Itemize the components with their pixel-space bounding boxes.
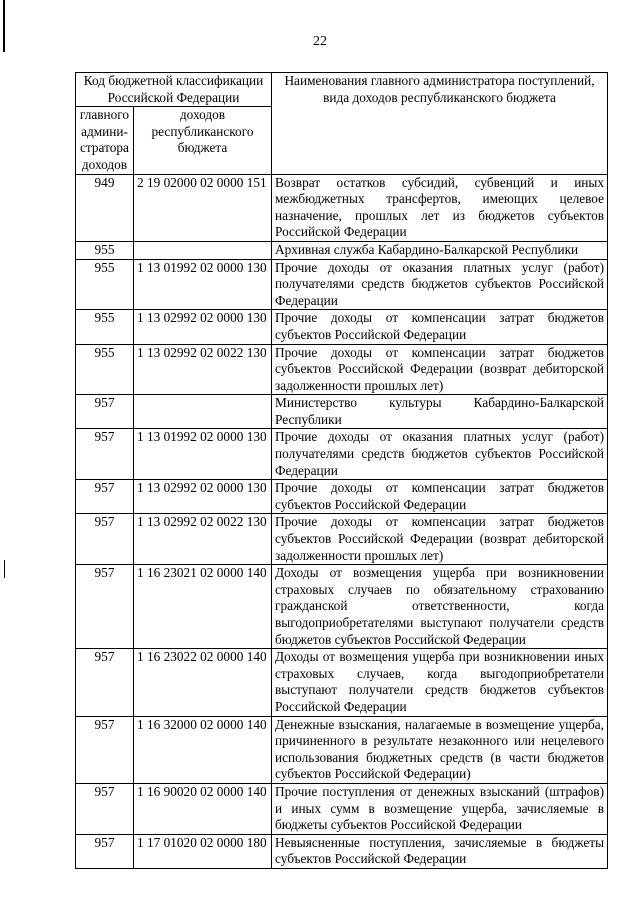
income-code-cell: 1 16 32000 02 0000 140	[134, 716, 272, 783]
table-row	[76, 241, 608, 259]
admin-code-cell: 955	[76, 310, 134, 344]
income-name-cell: Прочие доходы от компенсации затрат бюджетов субъектов Российской Федерации (возврат дебиторской задолженности прошлых лет)	[272, 344, 608, 395]
income-code-cell: 1 13 02992 02 0000 130	[134, 310, 272, 344]
admin-code-cell: 955	[76, 344, 134, 395]
income-name-cell: Возврат остатков субсидий, субвенций и иных межбюджетных трансфертов, имеющих целевое назначение, прошлых лет из бюджетов субъектов Российской Федерации	[272, 174, 608, 241]
income-name-cell: Прочие доходы от оказания платных услуг (работ) получателями средств бюджетов субъектов Российской Федерации	[272, 259, 608, 310]
header-row-top	[76, 73, 608, 107]
scan-edge-mark-bottom	[4, 560, 5, 578]
table-row	[76, 716, 608, 783]
income-name-cell: Доходы от возмещения ущерба при возникновении страховых случаев по обязательному страхованию гражданской ответственности, когда выгодоприобретателями выступают получатели средств бюджетов субъектов Российской Федерации	[272, 565, 608, 649]
income-name-cell: Прочие доходы от компенсации затрат бюджетов субъектов Российской Федерации	[272, 310, 608, 344]
admin-code-cell: 957	[76, 514, 134, 565]
admin-code-cell: 957	[76, 565, 134, 649]
income-code-cell	[134, 241, 272, 259]
income-name-cell: Доходы от возмещения ущерба при возникновении иных страховых случаев, когда выгодоприобретатели выступают получатели средств бюджетов субъектов Российской Федерации	[272, 649, 608, 716]
table-row	[76, 480, 608, 514]
table-row	[76, 310, 608, 344]
header-admin-column: главного админи- стратора доходов	[76, 107, 134, 174]
income-code-cell: 1 16 23022 02 0000 140	[134, 649, 272, 716]
header-income-column: доходов республиканского бюджета	[134, 107, 272, 174]
income-code-cell: 1 13 01992 02 0000 130	[134, 429, 272, 480]
income-name-cell: Министерство культуры Кабардино-Балкарской Республики	[272, 395, 608, 429]
admin-code-cell: 957	[76, 429, 134, 480]
admin-code-cell: 957	[76, 716, 134, 783]
income-code-cell: 2 19 02000 02 0000 151	[134, 174, 272, 241]
admin-code-cell: 955	[76, 259, 134, 310]
income-name-cell: Прочие доходы от оказания платных услуг (работ) получателями средств бюджетов субъектов Российской Федерации	[272, 429, 608, 480]
admin-code-cell: 957	[76, 834, 134, 868]
admin-code-cell: 955	[76, 241, 134, 259]
income-code-cell	[134, 395, 272, 429]
table-row	[76, 565, 608, 649]
income-name-cell: Прочие доходы от компенсации затрат бюджетов субъектов Российской Федерации	[272, 480, 608, 514]
table-row	[76, 259, 608, 310]
income-code-cell: 1 13 02992 02 0022 130	[134, 344, 272, 395]
admin-code-cell: 957	[76, 480, 134, 514]
header-name-column: Наименования главного администратора поступлений, вида доходов республиканского бюджета	[272, 73, 608, 175]
income-code-cell: 1 13 02992 02 0000 130	[134, 480, 272, 514]
income-name-cell: Архивная служба Кабардино-Балкарской Республики	[272, 241, 608, 259]
income-code-cell: 1 16 23021 02 0000 140	[134, 565, 272, 649]
table-row	[76, 395, 608, 429]
table-row	[76, 834, 608, 868]
table-row	[76, 514, 608, 565]
table-body	[76, 174, 608, 868]
table-row	[76, 429, 608, 480]
income-code-cell: 1 13 01992 02 0000 130	[134, 259, 272, 310]
income-name-cell: Прочие доходы от компенсации затрат бюджетов субъектов Российской Федерации (возврат дебиторской задолженности прошлых лет)	[272, 514, 608, 565]
admin-code-cell: 957	[76, 649, 134, 716]
income-name-cell: Прочие поступления от денежных взысканий (штрафов) и иных сумм в возмещение ущерба, зачисляемые в бюджеты субъектов Российской Федерации	[272, 783, 608, 834]
table-row	[76, 344, 608, 395]
admin-code-cell: 957	[76, 783, 134, 834]
admin-code-cell: 957	[76, 395, 134, 429]
income-code-cell: 1 17 01020 02 0000 180	[134, 834, 272, 868]
table-row	[76, 174, 608, 241]
income-code-cell: 1 16 90020 02 0000 140	[134, 783, 272, 834]
income-name-cell: Невыясненные поступления, зачисляемые в бюджеты субъектов Российской Федерации	[272, 834, 608, 868]
page-number: 22	[313, 34, 327, 49]
budget-classification-table	[75, 72, 608, 869]
admin-code-cell: 949	[76, 174, 134, 241]
income-name-cell: Денежные взыскания, налагаемые в возмещение ущерба, причиненного в результате незаконного или нецелевого использования бюджетных средств (в части бюджетов субъектов Российской Федерации)	[272, 716, 608, 783]
income-code-cell: 1 13 02992 02 0022 130	[134, 514, 272, 565]
table-row	[76, 649, 608, 716]
header-code-group: Код бюджетной классификации Российской Федерации	[76, 73, 272, 107]
table-row	[76, 783, 608, 834]
